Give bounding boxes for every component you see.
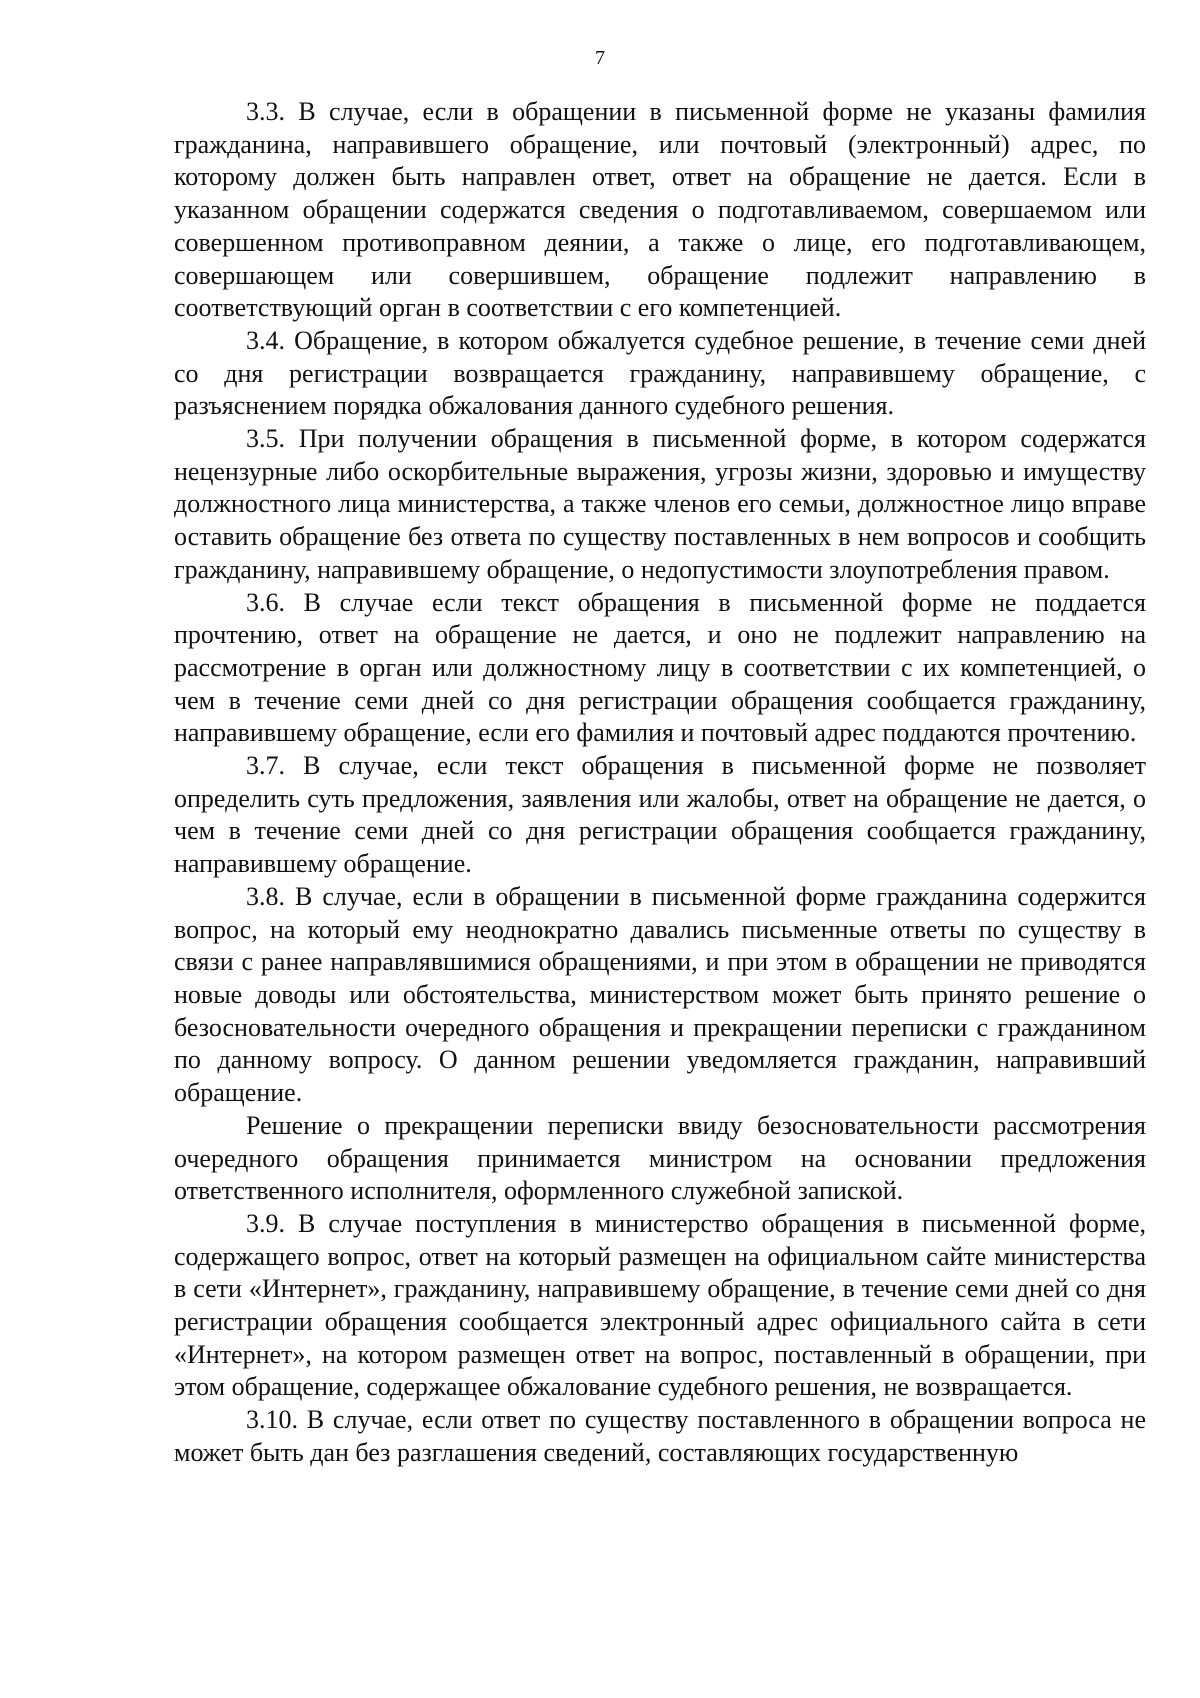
paragraph-3-8-decision: Решение о прекращении переписки ввиду безосновательности рассмотрения очередного обращения принимается министром на основании предложения ответственного исполнителя, оформленного служебной запиской.	[174, 1110, 1146, 1206]
paragraph-3-7: 3.7. В случае, если текст обращения в письменной форме не позволяет определить суть предложения, заявления или жалобы, ответ на обращение не дается, о чем в течение семи дней со дня регистрации обращения сообщается гражданину, направившему обращение.	[174, 751, 1146, 879]
paragraph-3-10: 3.10. В случае, если ответ по существу поставленного в обращении вопроса не может быть дан без разглашения сведений, составляющих государственную	[174, 1405, 1146, 1467]
paragraph-3-4: 3.4. Обращение, в котором обжалуется судебное решение, в течение семи дней со дня регистрации возвращается гражданину, направившему обращение, с разъяснением порядка обжалования данного судебного решения.	[174, 325, 1146, 421]
page-number: 7	[595, 47, 605, 69]
paragraph-3-9: 3.9. В случае поступления в министерство обращения в письменной форме, содержащего вопрос, ответ на который размещен на официальном сайте министерства в сети «Интернет», гражданину, направившему обращение, в течение семи дней со дня регистрации обращения сообщается электронный адрес официального сайта в сети «Интернет», на котором размещен ответ на вопрос, поставленный в обращении, при этом обращение, содержащее обжалование судебного решения, не возвращается.	[174, 1208, 1146, 1402]
paragraph-3-8: 3.8. В случае, если в обращении в письменной форме гражданина содержится вопрос, на который ему неоднократно давались письменные ответы по существу в связи с ранее направлявшимися обращениями, и при этом в обращении не приводятся новые доводы или обстоятельства, министерством может быть принято решение о безосновательности очередного обращения и прекращении переписки с гражданином по данному вопросу. О данном решении уведомляется гражданин, направивший обращение.	[174, 881, 1146, 1108]
paragraph-3-6: 3.6. В случае если текст обращения в письменной форме не поддается прочтению, ответ на обращение не дается, и оно не подлежит направлению на рассмотрение в орган или должностному лицу в соответствии с их компетенцией, о чем в течение семи дней со дня регистрации обращения сообщается гражданину, направившему обращение, если его фамилия и почтовый адрес поддаются прочтению.	[174, 587, 1146, 748]
paragraph-3-3: 3.3. В случае, если в обращении в письменной форме не указаны фамилия гражданина, направившего обращение, или почтовый (электронный) адрес, по которому должен быть направлен ответ, ответ на обращение не дается. Если в указанном обращении содержатся сведения о подготавливаемом, совершаемом или совершенном противоправном деянии, а также о лице, его подготавливающем, совершающем или совершившем, обращение подлежит направлению в соответствующий орган в соответствии с его компетенцией.	[174, 97, 1146, 323]
document-body	[174, 96, 1146, 1470]
paragraph-3-5: 3.5. При получении обращения в письменной форме, в котором содержатся нецензурные либо оскорбительные выражения, угрозы жизни, здоровью и имуществу должностного лица министерства, а также членов его семьи, должностное лицо вправе оставить обращение без ответа по существу поставленных в нем вопросов и сообщить гражданину, направившему обращение, о недопустимости злоупотребления правом.	[174, 424, 1146, 584]
